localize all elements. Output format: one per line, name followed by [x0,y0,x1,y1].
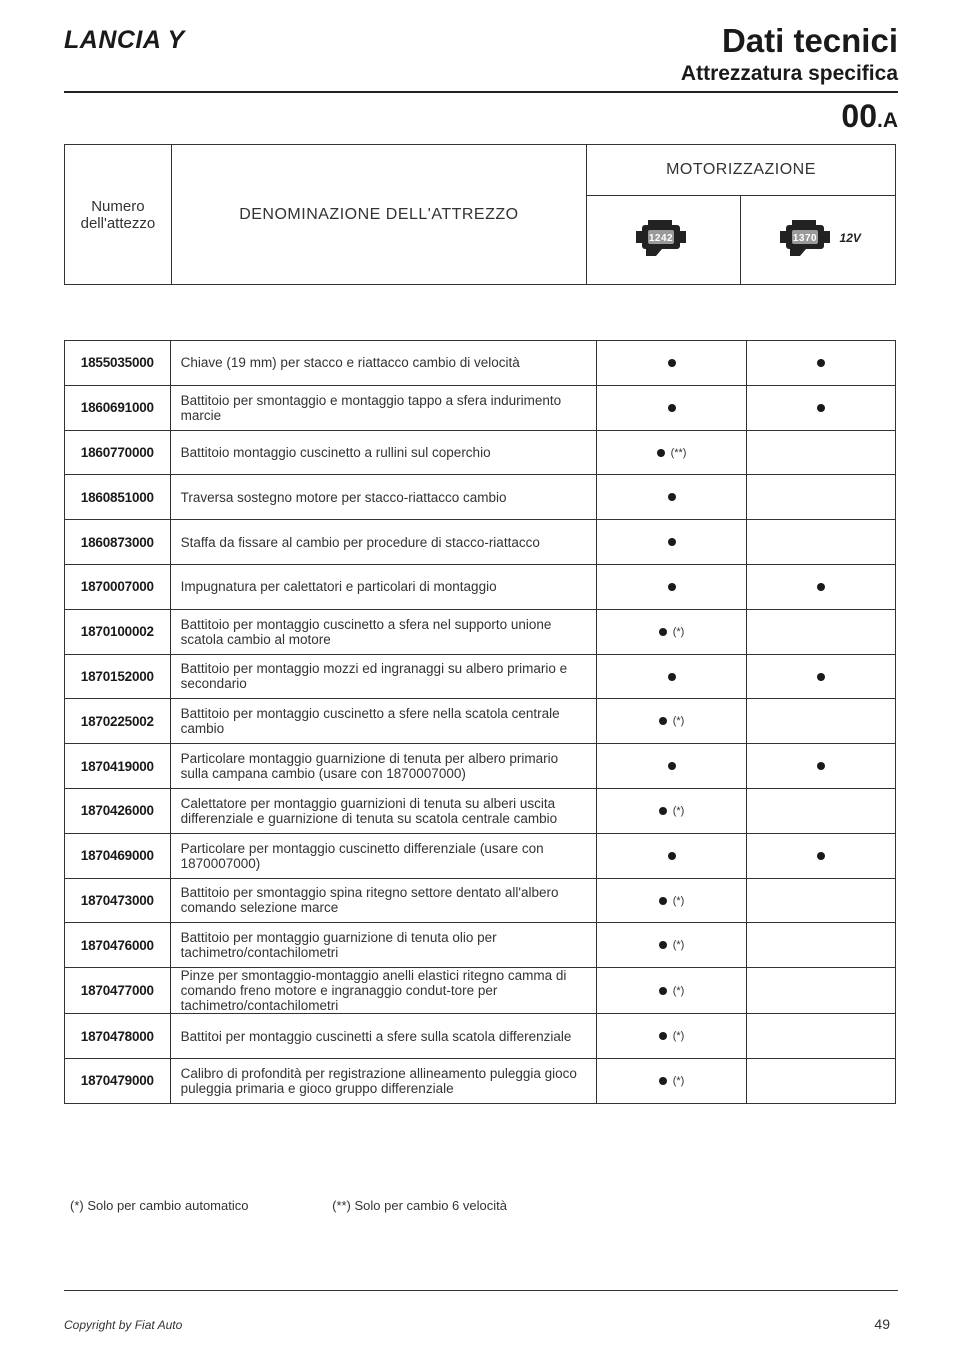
applicable-bullet-icon [657,449,665,457]
table-row [65,744,896,789]
tool-description: Particolare montaggio guarnizione di tenuta per albero primario sulla campana cambio (usare con 1870007000) [170,744,597,789]
tool-number: 1870476000 [65,923,171,968]
table-row [65,430,896,475]
page-number: 49 [874,1316,890,1332]
footnote-marker: (*) [672,894,685,907]
copyright-notice: Copyright by Fiat Auto [64,1318,183,1332]
footer-rule [64,1290,898,1291]
table-row [65,923,896,968]
engine-1242-cell [597,609,747,654]
footnote-marker: (*) [672,984,685,997]
engine-1242-cell [597,341,747,386]
engine-1370-cell [746,788,895,833]
engine-1242-cell [597,475,747,520]
engine-1370-cell [746,385,895,430]
engine-1370-cell [746,341,895,386]
applicable-bullet-icon [668,493,676,501]
table-row [65,341,896,386]
footnote-marker: (*) [672,1074,685,1087]
engine-block-icon [632,218,690,258]
applicable-bullet-icon [659,807,667,815]
engine-1242-cell [597,520,747,565]
engine-1242-cell [597,430,747,475]
tool-description: Traversa sostegno motore per stacco-riattacco cambio [170,475,597,520]
tool-number: 1870477000 [65,968,171,1014]
table-row [65,878,896,923]
engine-1242-cell [597,654,747,699]
footnote-double-asterisk: (**) Solo per cambio 6 velocità [332,1198,507,1213]
engine-1242-cell [597,1014,747,1059]
table-row [65,475,896,520]
engine-1370-cell [746,1058,895,1103]
table-row [65,699,896,744]
engine-1242-cell [597,1058,747,1103]
tool-number: 1860851000 [65,475,171,520]
engine-1370-cell [746,609,895,654]
engine-1370-header [741,196,896,285]
engine-1242-cell [597,833,747,878]
engine-1242-header [587,196,741,285]
applicable-bullet-icon [817,673,825,681]
column-header-table [64,144,896,285]
applicable-bullet-icon [817,404,825,412]
engines-group-header: MOTORIZZAZIONE [587,145,896,196]
tool-number: 1870100002 [65,609,171,654]
engine-1242-cell [597,923,747,968]
tool-description: Battitoio per montaggio cuscinetto a sfera nel supporto unione scatola cambio al motore [170,609,597,654]
tool-number: 1870152000 [65,654,171,699]
table-row [65,1058,896,1103]
footnote-single-asterisk: (*) Solo per cambio automatico [70,1198,249,1213]
applicable-bullet-icon [817,852,825,860]
tool-number: 1860770000 [65,430,171,475]
footnote-marker: (*) [672,1030,685,1043]
applicable-bullet-icon [817,583,825,591]
table-row [65,520,896,565]
engine-1370-cell [746,923,895,968]
engine-1242-cell [597,788,747,833]
page-subtitle: Attrezzatura specifica [680,62,898,85]
table-row [65,654,896,699]
engine-1370-extra: 12V [839,230,861,245]
tool-description: Chiave (19 mm) per stacco e riattacco cambio di velocità [170,341,597,386]
tool-description: Calibro di profondità per registrazione allineamento puleggia gioco puleggia primaria e gioco gruppo differenziale [170,1058,597,1103]
tool-description: Battitoio per montaggio cuscinetto a sfere nella scatola centrale cambio [170,699,597,744]
applicable-bullet-icon [668,583,676,591]
tool-number: 1870473000 [65,878,171,923]
tool-number: 1860873000 [65,520,171,565]
page-title: Dati tecnici [721,22,898,59]
engine-1370-cell [746,699,895,744]
tool-description: Staffa da fissare al cambio per procedure di stacco-riattacco [170,520,597,565]
engine-1242-cell [597,385,747,430]
tool-number: 1870007000 [65,564,171,609]
engine-1370-cell [746,833,895,878]
engine-1370-cell [746,878,895,923]
section-main: 00 [841,98,877,134]
engine-1242-cell [597,699,747,744]
applicable-bullet-icon [668,852,676,860]
applicable-bullet-icon [659,717,667,725]
applicable-bullet-icon [659,941,667,949]
footnote-marker: (*) [672,625,685,638]
applicable-bullet-icon [668,359,676,367]
engine-1370-cell [746,654,895,699]
tool-description: Battitoio per smontaggio e montaggio tappo a sfera indurimento marcie [170,385,597,430]
applicable-bullet-icon [659,987,667,995]
tool-number: 1855035000 [65,341,171,386]
tool-number: 1870469000 [65,833,171,878]
table-row [65,564,896,609]
engine-1370-cell [746,430,895,475]
table-row [65,1014,896,1059]
tools-table [64,340,896,1104]
engine-1370-cell [746,744,895,789]
applicable-bullet-icon [668,673,676,681]
tool-description: Battitoio per montaggio mozzi ed ingranaggi su albero primario e secondario [170,654,597,699]
table-row [65,788,896,833]
name-column-header: DENOMINAZIONE DELL'ATTREZZO [171,145,586,285]
engine-1370-label: 1370 [792,232,817,244]
applicable-bullet-icon [817,359,825,367]
applicable-bullet-icon [659,897,667,905]
footnote-marker: (*) [672,804,685,817]
tool-number: 1870426000 [65,788,171,833]
applicable-bullet-icon [668,404,676,412]
applicable-bullet-icon [668,538,676,546]
footnote-marker: (*) [672,939,685,952]
header-rule [64,91,898,93]
engine-1242-cell [597,744,747,789]
engine-1242-cell [597,878,747,923]
engine-1370-cell [746,475,895,520]
section-code [841,98,898,135]
tool-number: 1860691000 [65,385,171,430]
engine-1370-cell [746,1014,895,1059]
tool-number: 1870225002 [65,699,171,744]
engine-1242-label: 1242 [648,232,673,244]
tool-number: 1870479000 [65,1058,171,1103]
footnotes [70,1198,587,1213]
engine-1370-cell [746,968,895,1014]
footnote-marker: (*) [672,715,685,728]
tool-description: Battitoio montaggio cuscinetto a rullini sul coperchio [170,430,597,475]
tool-description: Impugnatura per calettatori e particolari di montaggio [170,564,597,609]
applicable-bullet-icon [668,762,676,770]
applicable-bullet-icon [817,762,825,770]
engine-1370-cell [746,520,895,565]
table-row [65,968,896,1014]
engine-block-icon [776,218,834,258]
applicable-bullet-icon [659,628,667,636]
table-row [65,833,896,878]
footnote-marker: (**) [670,446,687,459]
engine-1370-cell [746,564,895,609]
engine-1242-cell [597,968,747,1014]
tool-description: Battitoio per smontaggio spina ritegno settore dentato all'albero comando selezione marce [170,878,597,923]
tool-description: Battitoi per montaggio cuscinetti a sfere sulla scatola differenziale [170,1014,597,1059]
tool-number: 1870419000 [65,744,171,789]
tool-number: 1870478000 [65,1014,171,1059]
tool-description: Calettatore per montaggio guarnizioni di tenuta su alberi uscita differenziale e guarnizione di tenuta su scatola centrale cambio [170,788,597,833]
section-suffix: .A [877,109,898,132]
applicable-bullet-icon [659,1032,667,1040]
tool-description: Pinze per smontaggio-montaggio anelli elastici ritegno camma di comando freno motore e ingranaggio condut-tore per tachimetro/contachilometri [170,968,597,1014]
table-row [65,385,896,430]
number-column-header: Numero dell'attezzo [65,145,172,285]
brand-name: LANCIA Y [64,26,185,54]
table-row [65,609,896,654]
tool-description: Battitoio per montaggio guarnizione di tenuta olio per tachimetro/contachilometri [170,923,597,968]
applicable-bullet-icon [659,1077,667,1085]
tool-description: Particolare per montaggio cuscinetto differenziale (usare con 1870007000) [170,833,597,878]
engine-1242-cell [597,564,747,609]
